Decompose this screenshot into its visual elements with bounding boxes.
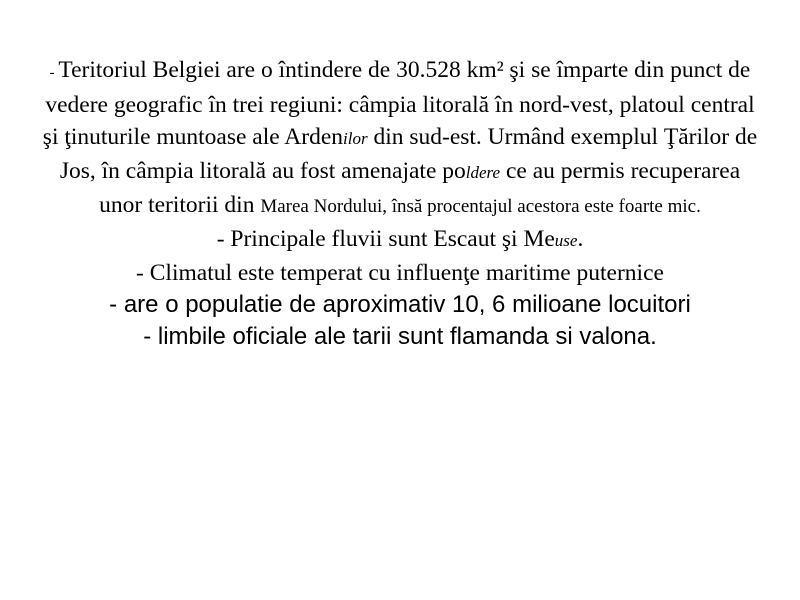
- territory-italic-1: ilor: [343, 129, 368, 148]
- languages-line: - limbile oficiale ale tarii sunt flamanda si valona.: [143, 323, 657, 350]
- territory-text-small: Marea Nordului, însă procentajul acestora este foarte mic.: [260, 196, 701, 217]
- rivers-end: .: [577, 226, 584, 252]
- territory-text-2: din sud-est. Urmând exemplul Ţărilor de Jos, în câmpia litorală au fost amenajate po: [59, 124, 758, 184]
- rivers-italic: use: [554, 231, 578, 250]
- territory-text-1: Teritoriul Belgiei are o întindere de 30.528 km² şi se împarte din punct de vedere geografic în trei regiuni: câmpia litorală în nord-vest, platoul central şi ţinuturile muntoase ale Arden: [42, 57, 755, 150]
- rivers-text: - Principale fluvii sunt Escaut şi Me: [216, 226, 555, 252]
- slide-body-text: [40, 54, 760, 353]
- territory-text-3: ce au permis recuperarea unor teritorii din: [99, 158, 741, 218]
- climate-line: - Climatul este temperat cu influenţe maritime puternice: [136, 260, 664, 286]
- rivers-line: [40, 223, 760, 257]
- bullet-dash: -: [49, 65, 59, 81]
- territory-italic-2: ldere: [465, 163, 501, 182]
- paragraph-territory: [40, 54, 760, 223]
- population-line: - are o populatie de aproximativ 10, 6 milioane locuitori: [109, 291, 691, 318]
